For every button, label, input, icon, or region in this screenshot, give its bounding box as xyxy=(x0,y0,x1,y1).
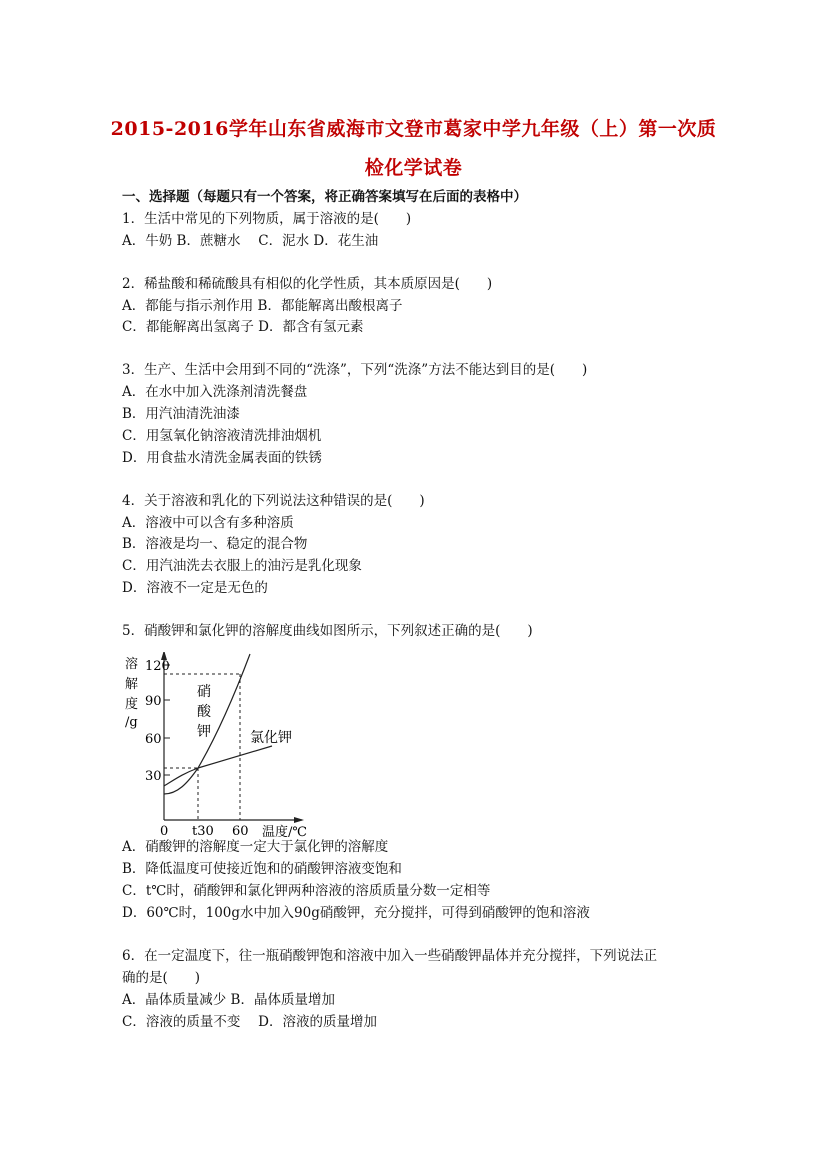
question-3-option-d: D．用食盐水清洗金属表面的铁锈 xyxy=(122,450,322,466)
section-heading: 一、选择题（每题只有一个答案，将正确答案填写在后面的表格中） xyxy=(122,189,527,205)
title-line-1: 2015-2016学年山东省威海市文登市葛家中学九年级（上）第一次质 xyxy=(110,118,717,140)
question-2-option-line: C．都能解离出氢离子 D．都含有氢元素 xyxy=(122,319,364,335)
question-1-stem: 1．生活中常见的下列物质，属于溶液的是( ) xyxy=(122,211,412,227)
kno3-label-char: 钾 xyxy=(197,724,211,740)
question-6-option-line: C．溶液的质量不变 D．溶液的质量增加 xyxy=(122,1014,377,1030)
question-5-stem: 5．硝酸钾和氯化钾的溶解度曲线如图所示，下列叙述正确的是( ) xyxy=(122,623,533,639)
question-6-stem: 6．在一定温度下，往一瓶硝酸钾饱和溶液中加入一些硝酸钾晶体并充分搅拌，下列说法正 xyxy=(122,948,658,964)
x-axis-arrow xyxy=(294,817,304,823)
y-tick-label: 60 xyxy=(145,732,162,747)
question-4-stem: 4．关于溶液和乳化的下列说法这种错误的是( ) xyxy=(122,493,425,509)
y-tick-label: 30 xyxy=(145,769,162,784)
y-label-char: /g xyxy=(125,715,138,730)
x-tick-label: t30 xyxy=(192,824,214,837)
question-1-options: A．牛奶 B．蔗糖水 C．泥水 D．花生油 xyxy=(122,233,379,249)
question-3-option-a: A．在水中加入洗涤剂清洗餐盘 xyxy=(122,384,308,400)
kno3-label-char: 酸 xyxy=(197,704,211,720)
question-4-option-c: C．用汽油洗去衣服上的油污是乳化现象 xyxy=(122,558,362,574)
y-label-char: 溶 xyxy=(125,657,139,672)
question-2-option-line: A．都能与指示剂作用 B．都能解离出酸根离子 xyxy=(122,298,403,314)
question-2-stem: 2．稀盐酸和稀硫酸具有相似的化学性质，其本质原因是( ) xyxy=(122,276,493,292)
question-4-option-a: A．溶液中可以含有多种溶质 xyxy=(122,515,294,531)
question-3-stem: 3．生产、生活中会用到不同的“洗涤”，下列“洗涤”方法不能达到目的是( ) xyxy=(122,362,588,378)
y-label-char: 度 xyxy=(125,697,139,712)
kno3-label-char: 硝 xyxy=(197,684,211,700)
y-tick-label: 90 xyxy=(145,694,162,709)
x-axis-label: 温度/℃ xyxy=(262,825,307,837)
y-label-char: 解 xyxy=(125,677,139,692)
question-5-option-a: A．硝酸钾的溶解度一定大于氯化钾的溶解度 xyxy=(122,839,389,855)
x-tick-label: 60 xyxy=(232,824,249,837)
question-3-option-c: C．用氢氧化钠溶液清洗排油烟机 xyxy=(122,428,322,444)
solubility-curve-figure xyxy=(122,652,322,837)
question-5-option-c: C．t℃时，硝酸钾和氯化钾两种溶液的溶质质量分数一定相等 xyxy=(122,883,491,899)
question-5-option-b: B．降低温度可使接近饱和的硝酸钾溶液变饱和 xyxy=(122,861,402,877)
question-6-stem-cont: 确的是( ) xyxy=(122,970,201,986)
kcl-label: 氯化钾 xyxy=(250,730,292,746)
question-6-option-line: A．晶体质量减少 B．晶体质量增加 xyxy=(122,992,335,1008)
title-line-2: 检化学试卷 xyxy=(364,157,463,179)
x-tick-label: 0 xyxy=(160,824,169,837)
question-4-option-b: B．溶液是均一、稳定的混合物 xyxy=(122,536,308,552)
y-tick-label: 120 xyxy=(145,659,170,674)
kcl-curve xyxy=(164,746,272,786)
question-4-option-d: D．溶液不一定是无色的 xyxy=(122,580,268,596)
question-3-option-b: B．用汽油清洗油漆 xyxy=(122,406,240,422)
question-5-option-d: D．60℃时，100g水中加入90g硝酸钾，充分搅拌，可得到硝酸钾的饱和溶液 xyxy=(122,905,590,921)
